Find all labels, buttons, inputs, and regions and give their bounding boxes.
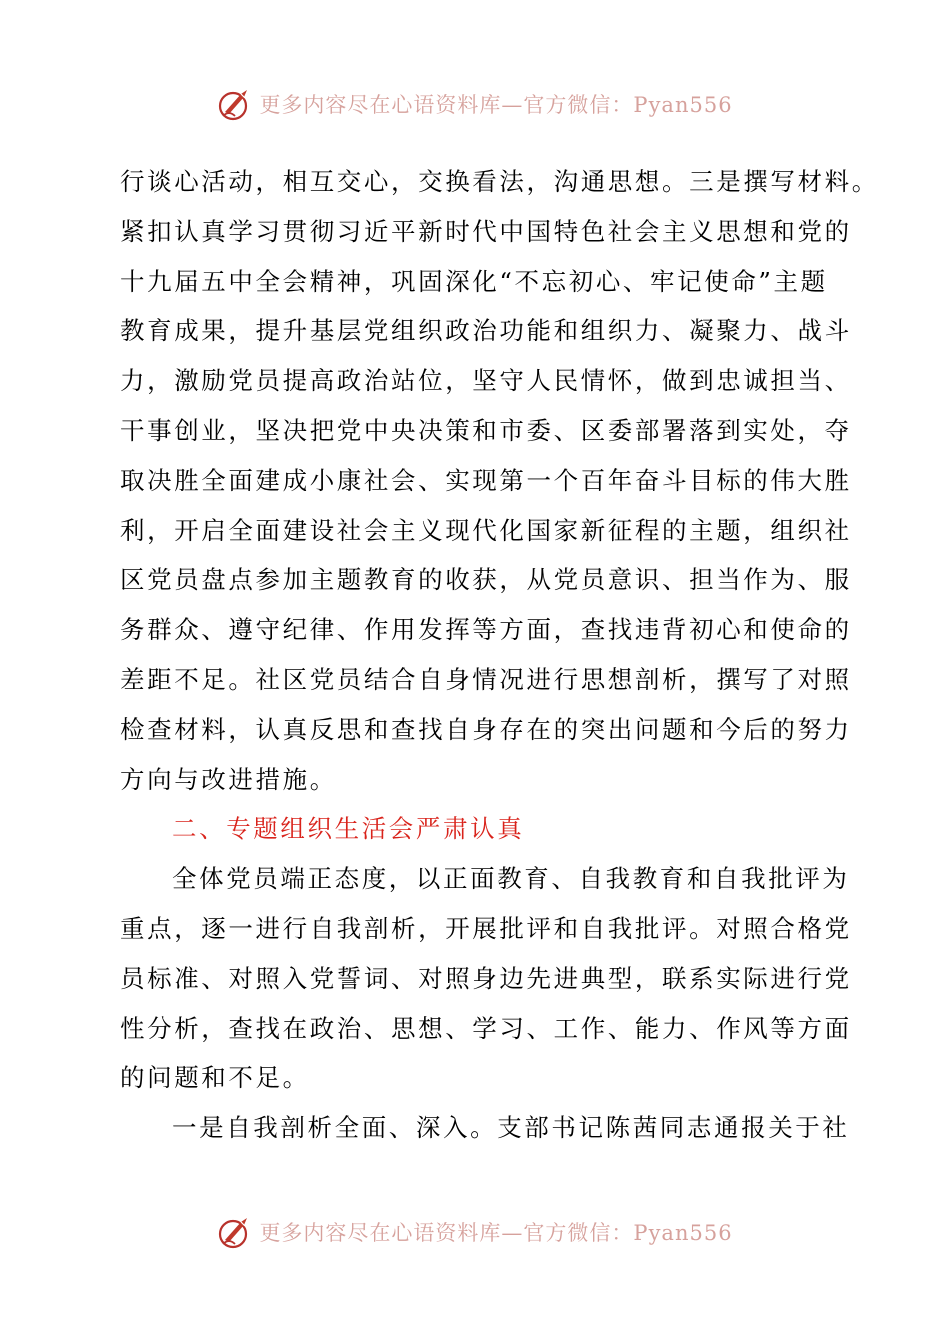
body-line: 行谈心活动，相互交心，交换看法，沟通思想。三是撰写材料。	[120, 167, 879, 196]
body-line: 性分析，查找在政治、思想、学习、工作、能力、作风等方面	[120, 1013, 852, 1043]
footer-banner-text: 更多内容尽在心语资料库—官方微信：Pyan556	[259, 1221, 733, 1245]
body-line: 一是自我剖析全面、深入。支部书记陈茜同志通报关于社	[172, 1113, 850, 1143]
body-line: 取决胜全面建成小康社会、实现第一个百年奋斗目标的伟大胜	[120, 465, 852, 495]
body-line: 教育成果，提升基层党组织政治功能和组织力、凝聚力、战斗	[120, 316, 852, 346]
body-line: 利，开启全面建设社会主义现代化国家新征程的主题，组织社	[120, 515, 852, 545]
header-banner-text: 更多内容尽在心语资料库—官方微信：Pyan556	[259, 93, 733, 117]
document-body	[120, 157, 879, 1153]
body-line: 差距不足。社区党员结合自身情况进行思想剖析，撰写了对照	[120, 664, 852, 694]
header-banner	[0, 84, 950, 124]
body-line: 方向与改进措施。	[120, 764, 337, 794]
body-line: 重点，逐一进行自我剖析，开展批评和自我批评。对照合格党	[120, 913, 852, 943]
body-line: 员标准、对照入党誓词、对照身边先进典型，联系实际进行党	[120, 963, 852, 993]
body-line: 区党员盘点参加主题教育的收获，从党员意识、担当作为、服	[120, 565, 852, 595]
body-line: 紧扣认真学习贯彻习近平新时代中国特色社会主义思想和党的	[120, 216, 852, 246]
body-line: 检查材料，认真反思和查找自身存在的突出问题和今后的努力	[120, 714, 852, 744]
body-line: 十九届五中全会精神，巩固深化“不忘初心、牢记使命”主题	[120, 266, 828, 296]
body-line: 力，激励党员提高政治站位，坚守人民情怀，做到忠诚担当、	[120, 366, 852, 396]
body-line: 务群众、遵守纪律、作用发挥等方面，查找违背初心和使命的	[120, 615, 852, 645]
body-line: 的问题和不足。	[120, 1063, 310, 1093]
section-heading: 二、专题组织生活会严肃认真	[172, 814, 525, 844]
body-line: 干事创业，坚决把党中央决策和市委、区委部署落到实处，夺	[120, 415, 852, 445]
footer-banner	[0, 1212, 950, 1252]
body-line: 全体党员端正态度，以正面教育、自我教育和自我批评为	[172, 864, 850, 894]
pen-nib-logo-icon	[217, 86, 253, 122]
pen-nib-logo-icon	[217, 1214, 253, 1250]
